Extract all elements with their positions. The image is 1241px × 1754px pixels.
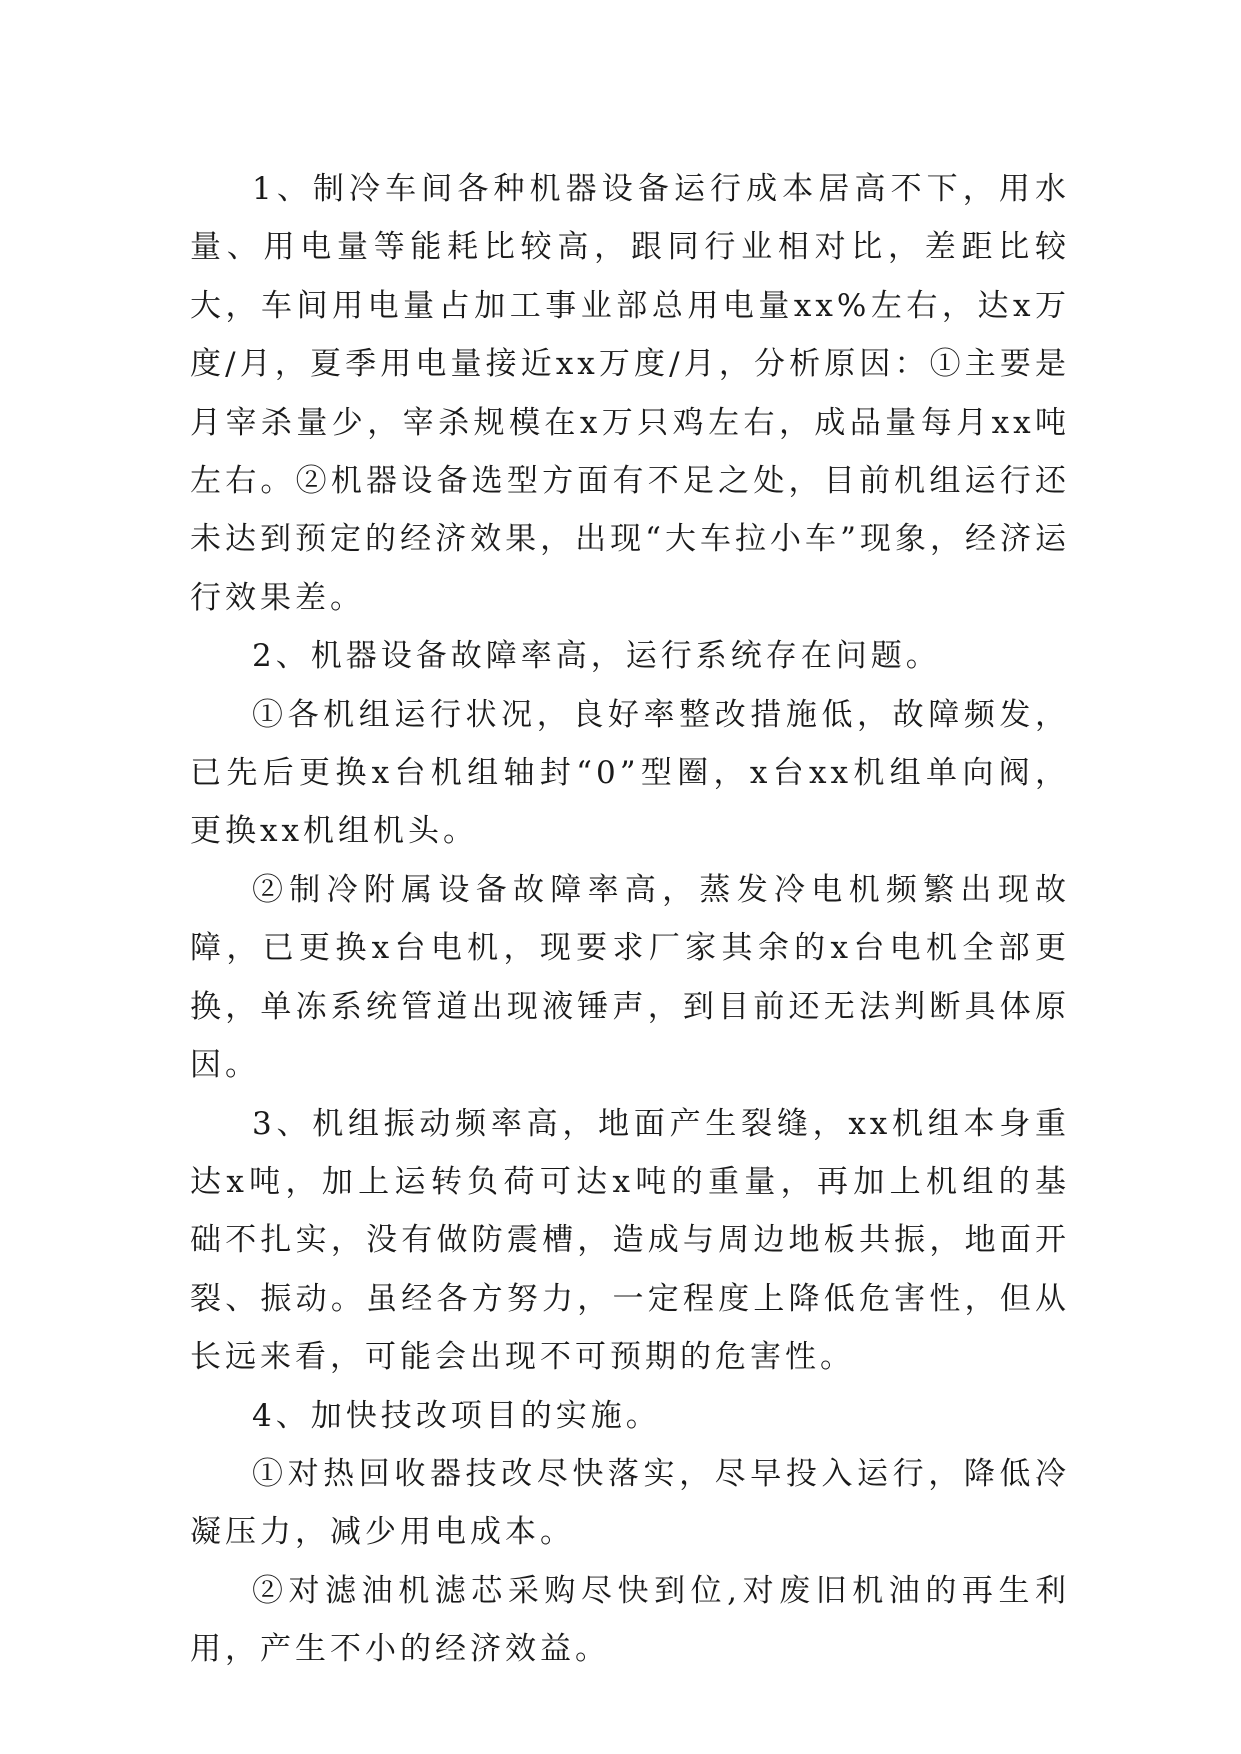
paragraph-3: ①各机组运行状况，良好率整改措施低，故障频发，已先后更换x台机组轴封“0”型圈，x台xx机组单向阀，更换xx机组机头。 <box>190 696 1070 850</box>
paragraph-8: ②对滤油机滤芯采购尽快到位,对废旧机油的再生利用，产生不小的经济效益。 <box>190 1572 1070 1668</box>
paragraph-7: ①对热回收器技改尽快落实，尽早投入运行，降低冷凝压力，减少用电成本。 <box>190 1455 1070 1551</box>
paragraph-5: 3、机组振动频率高，地面产生裂缝，xx机组本身重达x吨，加上运转负荷可达x吨的重量，再加上机组的基础不扎实，没有做防震槽，造成与周边地板共振，地面开裂、振动。虽经各方努力，一定程度上降低危害性，但从长远来看，可能会出现不可预期的危害性。 <box>190 1105 1070 1376</box>
paragraph-2: 2、机器设备故障率高，运行系统存在问题。 <box>252 638 941 675</box>
paragraph-4: ②制冷附属设备故障率高，蒸发冷电机频繁出现故障，已更换x台电机，现要求厂家其余的x台电机全部更换，单冻系统管道出现液锤声，到目前还无法判断具体原因。 <box>190 871 1070 1084</box>
paragraph-1: 1、制冷车间各种机器设备运行成本居高不下，用水量、用电量等能耗比较高，跟同行业相对比，差距比较大，车间用电量占加工事业部总用电量xx%左右，达x万度/月，夏季用电量接近xx万度/月，分析原因：①主要是月宰杀量少，宰杀规模在x万只鸡左右，成品量每月xx吨左右。②机器设备选型方面有不足之处，目前机组运行还未达到预定的经济效果，出现“大车拉小车”现象，经济运行效果差。 <box>190 171 1070 616</box>
paragraph-6: 4、加快技改项目的实施。 <box>252 1397 661 1434</box>
document-body <box>190 160 1070 1679</box>
